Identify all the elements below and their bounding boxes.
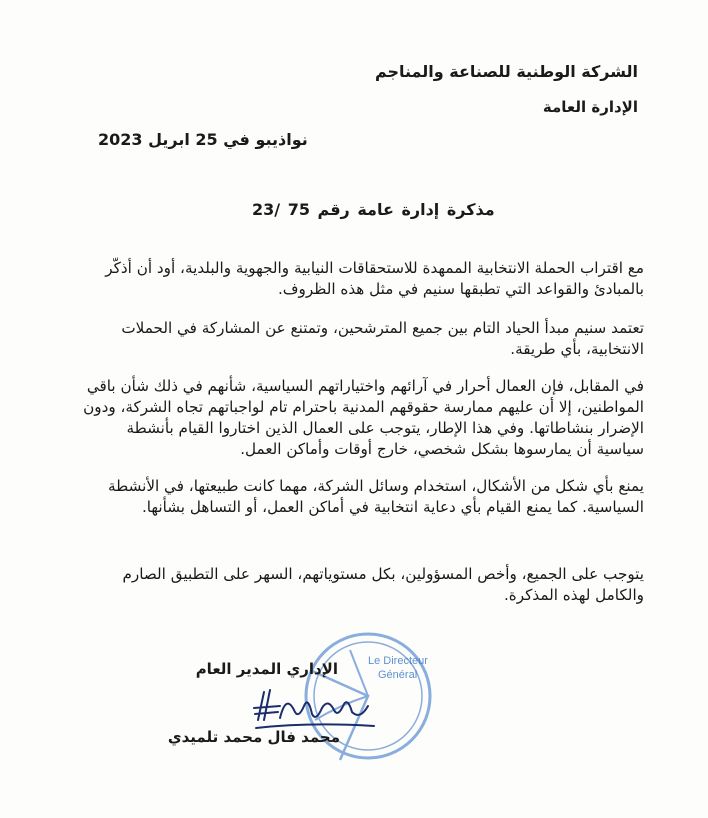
paragraph-line: في المقابل، فإن العمال أحرار في آرائهم واختياراتهم السياسية، شأنهم في ذلك شأن باقي xyxy=(86,377,644,395)
paragraph-line: السياسية. كما يمنع القيام بأي دعاية انتخابية في أماكن العمل، أو التساهل بشأنها. xyxy=(141,498,644,516)
paragraph-line: مع اقتراب الحملة الانتخابية الممهدة للاستحقاقات النيابية والجهوية والبلدية، أود أن أذكّر xyxy=(105,259,644,277)
signatory-name: محمد فال محمد تلميدي xyxy=(167,728,340,746)
paragraph-2 xyxy=(76,318,644,360)
paragraph-line: الانتخابية، بأي طريقة. xyxy=(510,340,644,358)
paragraph-4 xyxy=(76,476,644,518)
memo-title: مذكرة إدارة عامة رقم 75 /23 xyxy=(252,200,495,219)
paragraph-line: سياسية أن يمارسوها بشكل شخصي، خارج أوقات وأماكن العمل. xyxy=(240,440,644,458)
paragraph-line: المواطنين، إلا أن عليهم ممارسة حقوقهم المدنية باحترام تام لواجباتهم تجاه الشركة، ودون xyxy=(83,398,644,416)
signatory-title: الإداري المدير العام xyxy=(195,660,338,678)
paragraph-line: والكامل لهذه المذكرة. xyxy=(503,586,644,604)
stamp-text-2: Général xyxy=(378,669,418,681)
paragraph-line: بالمبادئ والقواعد التي تطبقها سنيم في مثل هذه الظروف. xyxy=(277,280,644,298)
date-line: نواذيبو في 25 ابريل 2023 xyxy=(98,130,308,149)
department-name: الإدارة العامة xyxy=(542,98,638,116)
company-name: الشركة الوطنية للصناعة والمناجم xyxy=(374,62,638,81)
paragraph-line: يمنع بأي شكل من الأشكال، استخدام وسائل الشركة، مهما كانت طبيعتها، في الأنشطة xyxy=(107,477,644,495)
paragraph-3 xyxy=(76,376,644,460)
paragraph-line: يتوجب على الجميع، وأخص المسؤولين، بكل مستوياتهم، السهر على التطبيق الصارم xyxy=(122,565,644,583)
stamp-text-1: Le Directeur xyxy=(368,655,428,667)
paragraph-line: الإضرار بنشاطاتها. وفي هذا الإطار، يتوجب على العمال الذين اختاروا القيام بأنشطة xyxy=(126,419,644,437)
paragraph-5 xyxy=(76,564,644,606)
paragraph-1 xyxy=(76,258,644,300)
paragraph-line: تعتمد سنيم مبدأ الحياد التام بين جميع المترشحين، وتمتنع عن المشاركة في الحملات xyxy=(121,319,644,337)
